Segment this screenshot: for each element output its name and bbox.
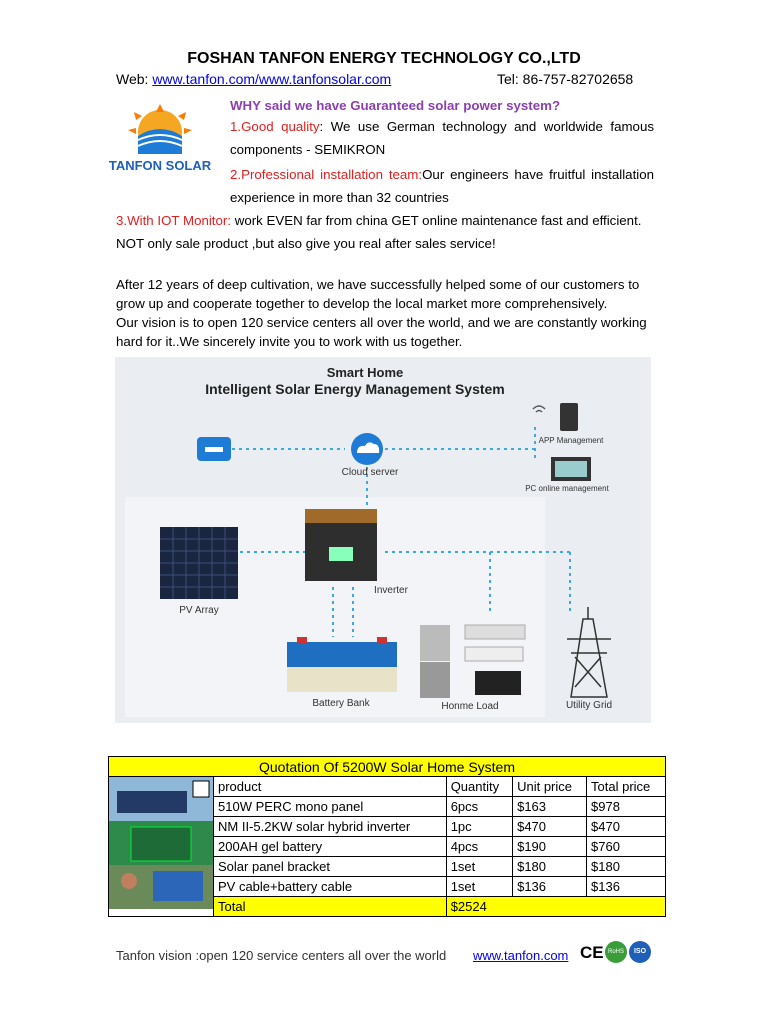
- tanfon-solar-logo: [104, 104, 216, 180]
- quantity-cell: 1set: [446, 877, 512, 897]
- pv-array-label: PV Array: [179, 605, 219, 616]
- unit-price-cell: $190: [513, 837, 587, 857]
- question-text: WHY said we have Guaranteed solar power system?: [230, 98, 561, 113]
- point-2-text: Our engineers have fruitful installation experience in more than 32 countries: [230, 167, 655, 205]
- total-price-cell: $180: [587, 857, 666, 877]
- utility-grid-label: Utility Grid: [565, 700, 613, 711]
- pc-label: PC online management: [525, 484, 609, 493]
- website-link[interactable]: www.tanfon.com/www.tanfonsolar.com: [152, 71, 392, 87]
- why-question: [230, 94, 654, 117]
- point-3-text: work EVEN far from china GET online maintenance fast and efficient. NOT only sale product ,but also give you real after sales service!: [116, 213, 642, 251]
- monitor-icon: [551, 457, 591, 481]
- total-label: Total: [214, 897, 447, 917]
- point-1-text: : We use German technology and worldwide famous components - SEMIKRON: [230, 119, 655, 157]
- web-label: Web:: [116, 71, 153, 87]
- unit-price-cell: $180: [513, 857, 587, 877]
- battery-icon: [287, 637, 397, 692]
- product-cell: PV cable+battery cable: [214, 877, 447, 897]
- total-price-cell: $136: [587, 877, 666, 897]
- sun-logo-icon: [104, 104, 216, 180]
- quotation-table: [108, 756, 666, 917]
- point-1-title: 1.Good quality: [230, 119, 320, 134]
- quotation-title: Quotation Of 5200W Solar Home System: [109, 757, 666, 777]
- utility-grid-icon: [567, 607, 611, 697]
- footer-website-link[interactable]: www.tanfon.com: [473, 948, 569, 963]
- point-3: [116, 209, 661, 255]
- telephone: Tel: 86-757-82702658: [497, 71, 634, 87]
- point-3-title: 3.With IOT Monitor:: [116, 213, 232, 228]
- header-product: product: [214, 777, 447, 797]
- website-line: [116, 71, 391, 87]
- paragraph-1: After 12 years of deep cultivation, we have successfully helped some of our customers to grow up and cooperate together to develop the local market more comprehensively.: [116, 277, 640, 311]
- footer-vision: Tanfon vision :open 120 service centers all over the world: [116, 948, 447, 963]
- product-cell: 200AH gel battery: [214, 837, 447, 857]
- pv-array-icon: [160, 527, 238, 599]
- app-label: APP Management: [538, 436, 604, 445]
- total-price-cell: $470: [587, 817, 666, 837]
- point-1: [230, 115, 654, 161]
- footer: [116, 948, 656, 968]
- product-cell: 510W PERC mono panel: [214, 797, 447, 817]
- product-photos: [109, 777, 214, 917]
- certification-marks: [580, 941, 652, 965]
- unit-price-cell: $136: [513, 877, 587, 897]
- inverter-icon: [305, 509, 377, 581]
- home-load-label: Honme Load: [441, 701, 499, 712]
- cloud-server-label: Cloud server: [341, 467, 399, 478]
- logo-text: TANFON SOLAR: [108, 158, 212, 173]
- installation-photos-image: [109, 777, 213, 909]
- point-2: [230, 163, 654, 209]
- header-quantity: Quantity: [446, 777, 512, 797]
- quantity-cell: 1set: [446, 857, 512, 877]
- battery-bank-label: Battery Bank: [312, 698, 370, 709]
- header-total-price: Total price: [587, 777, 666, 797]
- router-icon: [197, 437, 231, 461]
- total-value: $2524: [446, 897, 665, 917]
- product-cell: Solar panel bracket: [214, 857, 447, 877]
- company-title: FOSHAN TANFON ENERGY TECHNOLOGY CO.,LTD: [187, 50, 581, 67]
- wifi-icon: [533, 406, 545, 412]
- point-2-title: 2.Professional installation team:: [230, 167, 423, 182]
- cloud-icon: [351, 433, 383, 465]
- diagram-title-1: Smart Home: [326, 365, 404, 380]
- quantity-cell: 4pcs: [446, 837, 512, 857]
- diagram-title-2: Intelligent Solar Energy Management System: [205, 381, 505, 397]
- rohs-badge: RoHS: [605, 941, 627, 963]
- unit-price-cell: $470: [513, 817, 587, 837]
- smart-home-diagram: [115, 357, 651, 723]
- total-price-cell: $760: [587, 837, 666, 857]
- ce-mark: CE: [580, 943, 604, 962]
- header-unit-price: Unit price: [513, 777, 587, 797]
- paragraph-2: Our vision is to open 120 service centers all over the world, and we are constantly working hard for it..We sincerely invite you to work with us together.: [116, 315, 647, 349]
- quantity-cell: 6pcs: [446, 797, 512, 817]
- inverter-label: Inverter: [374, 585, 408, 596]
- quantity-cell: 1pc: [446, 817, 512, 837]
- product-cell: NM II-5.2KW solar hybrid inverter: [214, 817, 447, 837]
- unit-price-cell: $163: [513, 797, 587, 817]
- phone-icon: [560, 403, 578, 431]
- iso-badge: ISO: [629, 941, 651, 963]
- total-price-cell: $978: [587, 797, 666, 817]
